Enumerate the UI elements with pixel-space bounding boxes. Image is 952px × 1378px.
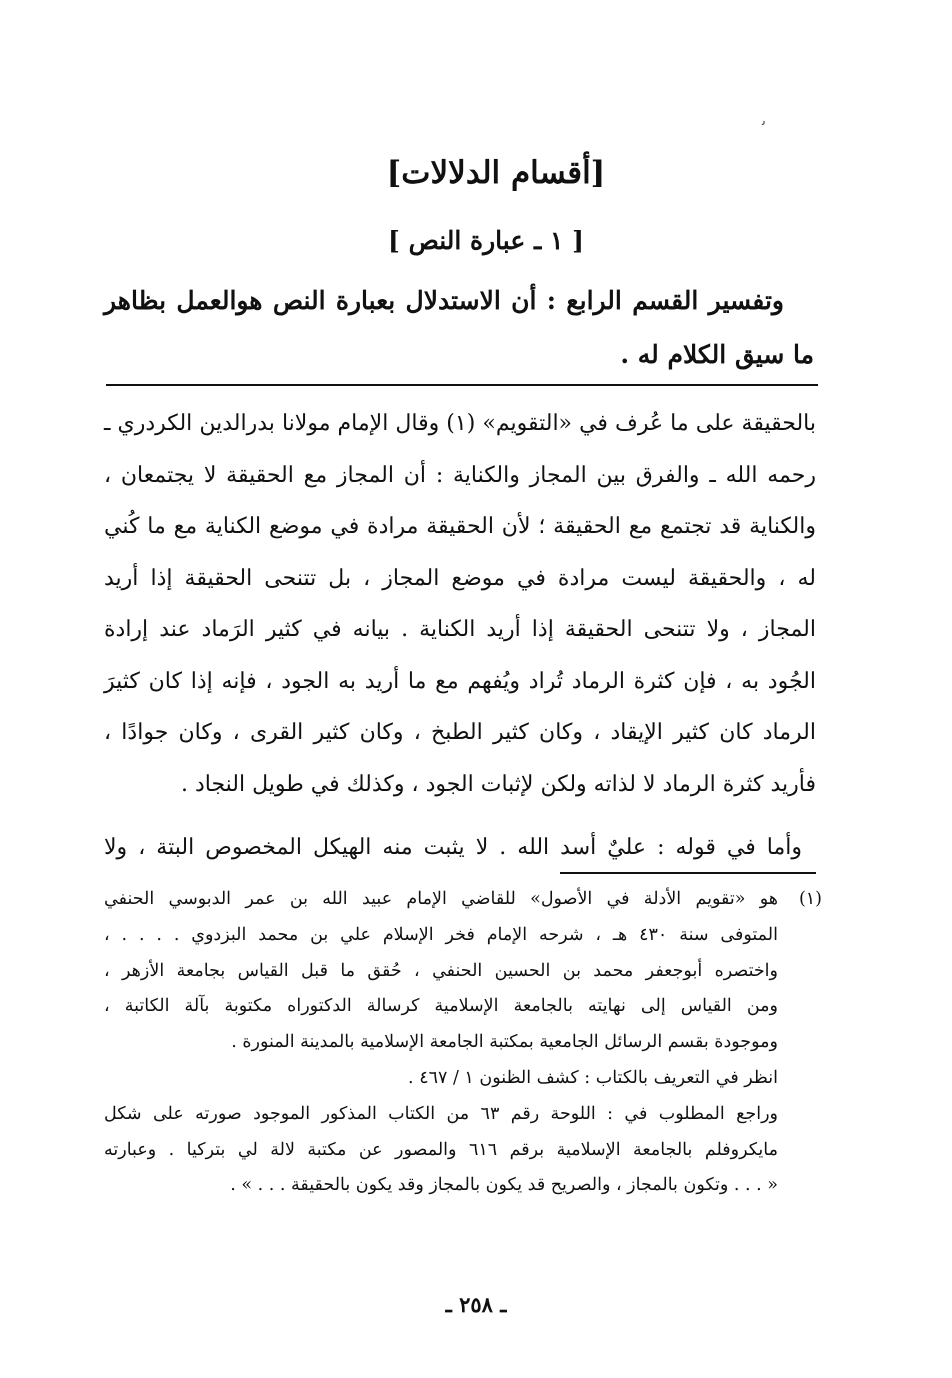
footnote-continuation	[104, 1061, 778, 1204]
footnote-line: ومن القياس إلى نهايته بالجامعة الإسلامية كرسالة الدكتوراه مكتوبة بآلة الكاتبة ،	[104, 996, 778, 1017]
footnote-line: وراجع المطلوب في : اللوحة رقم ٦٣ من الكتاب المذكور الموجود صورته على شكل	[104, 1103, 778, 1124]
body-text	[104, 398, 816, 874]
body-line: بالحقيقة على ما عُرف في «التقويم» (١) وقال الإمام مولانا بدرالدين الكردري ـ	[104, 411, 816, 436]
main-paragraph-text: وتفسير القسم الرابع : أن الاستدلال بعبارة النص هوالعمل بظاهر ما سيق الكلام له .	[104, 286, 814, 369]
footnote-line: مايكروفلم بالجامعة الإسلامية برقم ٦١٦ والمصور عن مكتبة لالة لي بتركيا . وعبارته	[104, 1139, 778, 1160]
top-divider	[106, 384, 818, 386]
body-line: فأريد كثرة الرماد لا لذاته ولكن لإثبات الجود ، وكذلك في طويل النجاد .	[180, 771, 816, 797]
footnote-line: « . . . وتكون بالمجاز ، والصريح قد يكون بالمجاز وقد يكون بالحقيقة . . . » .	[230, 1175, 778, 1196]
footnotes	[104, 882, 822, 1204]
body-line: الرماد كان كثير الإيقاد ، وكان كثير الطبخ ، وكان كثير القرى ، وكان جوادًا ،	[104, 720, 816, 745]
page-number	[0, 1290, 952, 1320]
body-line: له ، والحقيقة ليست مرادة في موضع المجاز ، بل تتنحى الحقيقة إذا أريد	[104, 565, 816, 591]
footnote-line: انظر في التعريف بالكتاب : كشف الظنون ١ / ٤٦٧ .	[408, 1067, 778, 1088]
footnote-line: هو «تقويم الأدلة في الأصول» للقاضي الإمام عبيد الله بن عمر الدبوسي الحنفي	[104, 889, 778, 909]
section-title: [أقسام الدلالات]	[386, 155, 606, 191]
stray-ink-mark: ﯨ	[762, 113, 766, 129]
footnote-1	[104, 882, 822, 1061]
footnote-body	[104, 882, 778, 1061]
footnote-line: وموجودة بقسم الرسائل الجامعية بمكتبة الجامعة الإسلامية بالمدينة المنورة .	[231, 1032, 778, 1053]
footnote-line: المتوفى سنة ٤٣٠ هـ ، شرحه الإمام فخر الإسلام علي بن محمد البزدوي . . . . ،	[104, 924, 778, 945]
body-line: والكناية قد تجتمع مع الحقيقة ؛ لأن الحقيقة مرادة في موضع الكناية مع ما كُني	[104, 514, 816, 539]
body-line: وأما في قوله : عليٌ أسد الله . لا يثبت منه الهيكل المخصوص البتة ، ولا	[104, 835, 802, 860]
footnote-number: (١)	[798, 889, 822, 909]
sub-title: [ ١ ـ عبارة النص ]	[388, 226, 584, 255]
body-line: الجُود به ، فإن كثرة الرماد تُراد ويُفهم مع ما أريد به الجود ، فإنه إذا كان كثيرَ	[104, 668, 816, 694]
main-paragraph	[104, 274, 814, 382]
body-line: رحمه الله ـ والفرق بين المجاز والكناية : أن المجاز مع الحقيقة لا يجتمعان ،	[104, 462, 816, 488]
page-number-text: ـ ٢٥٨ ـ	[445, 1292, 507, 1317]
footnote-line: واختصره أبوجعفر محمد بن الحسين الحنفي ، حُقق ما قبل القياس بجامعة الأزهر ،	[104, 960, 778, 981]
body-line: المجاز ، ولا تتنحى الحقيقة إذا أريد الكناية . بيانه في كثير الرَماد عند إرادة	[104, 617, 816, 642]
footnote-divider	[560, 872, 816, 874]
